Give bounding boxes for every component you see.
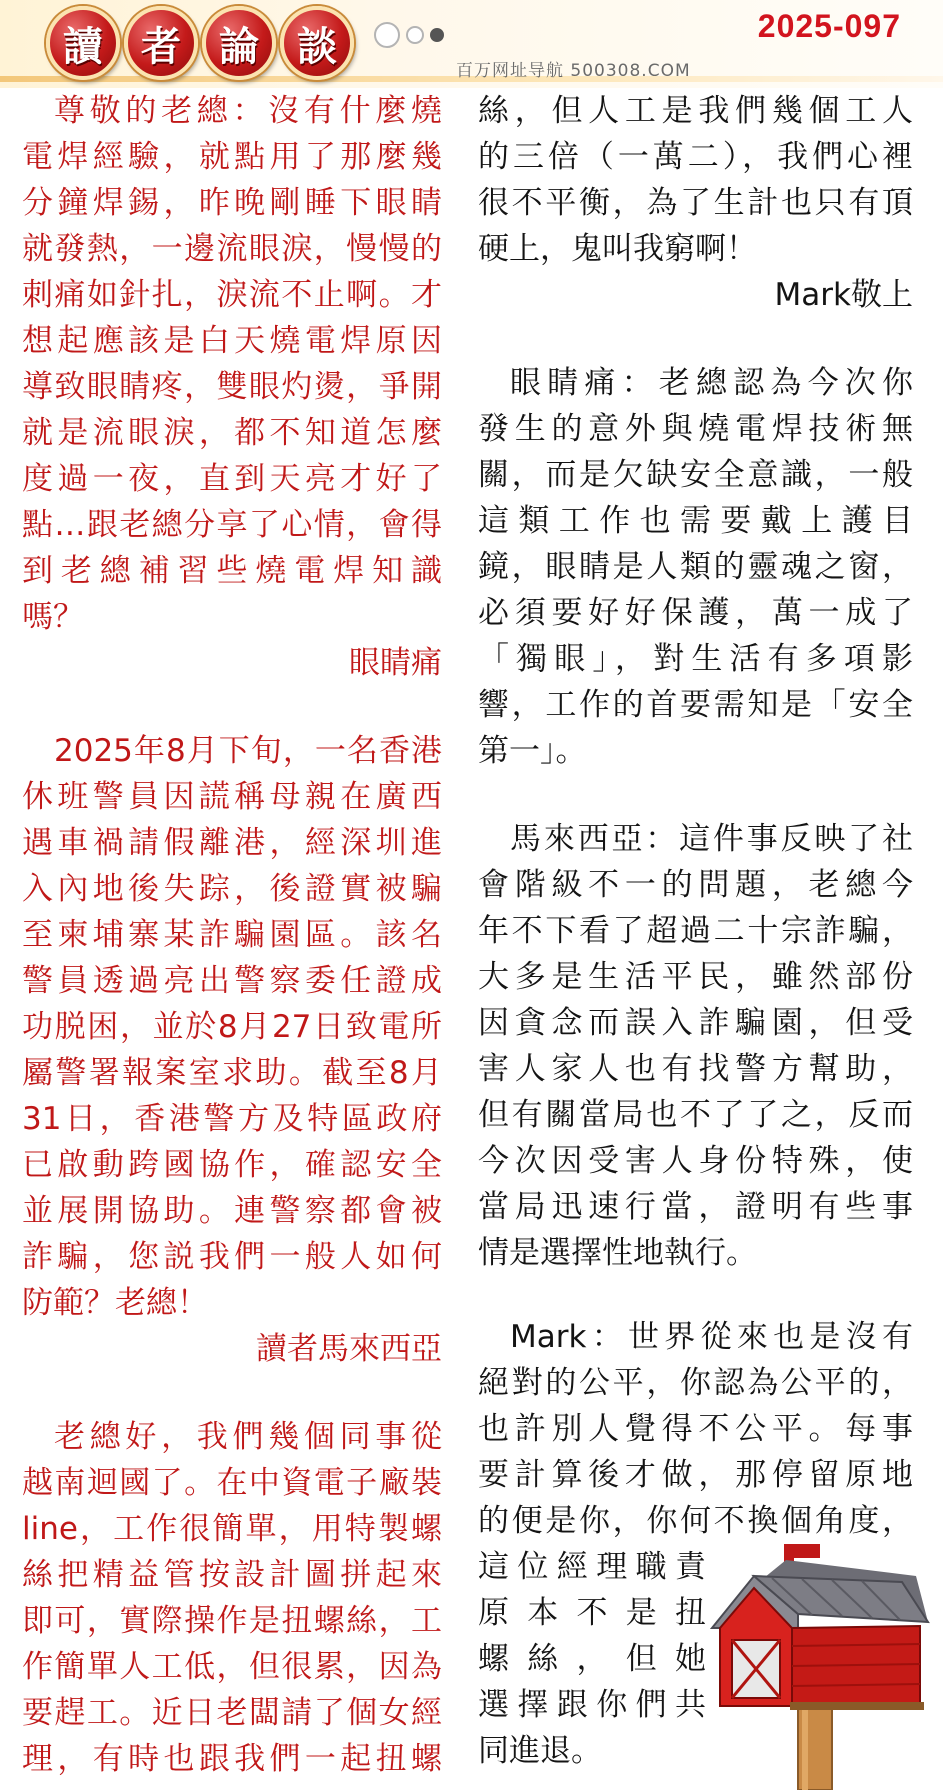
column-header: [0, 0, 943, 88]
paragraph-gap: [478, 1276, 913, 1314]
text-line: Mark：世界從來也是沒有: [510, 1319, 913, 1355]
text-line: 螺絲，但她: [478, 1641, 706, 1677]
text-line: 當局迅速行當，證明有些事: [478, 1189, 913, 1225]
text-line: 31日，香港警方及特區政府: [22, 1101, 442, 1137]
text-line: 警員透過亮出警察委任證成: [22, 963, 442, 999]
text-line: 休班警員因謊稱母親在廣西: [22, 779, 442, 815]
text-line: 越南迴國了。在中資電子廠裝: [22, 1465, 442, 1501]
editor-reply-2: [478, 816, 913, 1276]
text-line: 的三倍（一萬二），我們心裡: [478, 139, 913, 175]
text-line: 屬警署報案室求助。截至8月: [22, 1055, 442, 1091]
text-line: 選擇跟你們共: [478, 1687, 706, 1723]
text-line: 「獨眼」，對生活有多項影: [478, 641, 913, 677]
letter-signature: Mark敬上: [774, 277, 913, 313]
text-line: 馬來西亞：這件事反映了社: [510, 821, 913, 857]
text-line: 到老總補習些燒電焊知識: [22, 553, 442, 589]
text-line: 導致眼睛疼，雙眼灼燙，爭開: [22, 369, 442, 405]
text-line: 原本不是扭: [478, 1595, 706, 1631]
paragraph-gap: [22, 1372, 442, 1414]
text-line: 並展開協助。連警察都會被: [22, 1193, 442, 1229]
text-line: 度過一夜，直到天亮才好了: [22, 461, 442, 497]
text-line: 至柬埔寨某詐騙園區。該名: [22, 917, 442, 953]
reader-letter-3-continued: [478, 88, 913, 318]
text-line: 的便是你，你何不換個角度，: [478, 1503, 913, 1539]
letter-signature: 眼睛痛: [349, 645, 442, 681]
text-line: 關，而是欠缺安全意識，一般: [478, 457, 913, 493]
letter-signature: 讀者馬來西亞: [256, 1331, 442, 1367]
text-line: 第一」。: [478, 733, 587, 769]
title-badge: 論: [202, 6, 276, 80]
text-line: 要趕工。近日老闆請了個女經: [22, 1695, 442, 1731]
text-line: line，工作很簡單，用特製螺: [22, 1511, 442, 1547]
left-column: [22, 88, 442, 1782]
text-line: 2025年8月下旬，一名香港: [54, 733, 442, 769]
text-line: 發生的意外與燒電焊技術無: [478, 411, 913, 447]
text-line: 絲把精益管按設計圖拼起來: [22, 1557, 442, 1593]
text-line: 眼睛痛：老總認為今次你: [510, 365, 913, 401]
text-line: 害人家人也有找警方幫助，: [478, 1051, 913, 1087]
text-line: 尊敬的老總：沒有什麼燒: [54, 93, 442, 129]
text-line: 也許別人覺得不公平。每事: [478, 1411, 913, 1447]
text-line: 會階級不一的問題，老總今: [478, 867, 913, 903]
text-line: 因貪念而誤入詐騙園，但受: [478, 1005, 913, 1041]
text-line: 很不平衡，為了生計也只有頂: [478, 185, 913, 221]
text-line: 點…跟老總分享了心情，會得: [22, 507, 442, 543]
text-line: 老總好，我們幾個同事從: [54, 1419, 442, 1455]
title-badge: 談: [280, 6, 354, 80]
watermark: 百万网址导航 500308.COM: [456, 61, 691, 81]
text-line: 鏡，眼睛是人類的靈魂之窗，: [478, 549, 913, 585]
dot-icon: [430, 28, 444, 42]
text-line: 絕對的公平，你認為公平的，: [478, 1365, 913, 1401]
text-line: 這類工作也需要戴上護目: [478, 503, 913, 539]
text-line: 電焊經驗，就點用了那麼幾: [22, 139, 442, 175]
text-line: 絲，但人工是我們幾個工人: [478, 93, 913, 129]
mailbox-icon: [702, 1536, 934, 1790]
text-line: 同進退。: [478, 1733, 602, 1769]
text-line: 這位經理職責: [478, 1549, 706, 1585]
dot-icon: [374, 22, 400, 48]
decorative-dots: [374, 22, 444, 48]
text-line: 遇車禍請假離港，經深圳進: [22, 825, 442, 861]
text-line: 想起應該是白天燒電焊原因: [22, 323, 442, 359]
title-badge: 讀: [46, 6, 120, 80]
column-title: [46, 6, 354, 80]
text-line: 必須要好好保護，萬一成了: [478, 595, 913, 631]
paragraph-gap: [478, 318, 913, 360]
text-line: 入內地後失踪，後證實被騙: [22, 871, 442, 907]
text-line: 分鐘焊錫，昨晚剛睡下眼睛: [22, 185, 442, 221]
text-line: 大多是生活平民，雖然部份: [478, 959, 913, 995]
text-line: 嗎？: [22, 599, 84, 635]
text-line: 要計算後才做，那停留原地: [478, 1457, 913, 1493]
text-line: 作簡單人工低，但很累，因為: [22, 1649, 442, 1685]
right-column: [478, 88, 913, 1774]
paragraph-gap: [22, 686, 442, 728]
text-line: 理，有時也跟我們一起扭螺: [22, 1741, 442, 1777]
title-badge: 者: [124, 6, 198, 80]
text-line: 防範？老總！: [22, 1285, 208, 1321]
text-line: 今次因受害人身份特殊，使: [478, 1143, 913, 1179]
text-line: 就是流眼淚，都不知道怎麼: [22, 415, 442, 451]
text-line: 年不下看了超過二十宗詐騙，: [478, 913, 913, 949]
text-line: 詐騙，您説我們一般人如何: [22, 1239, 442, 1275]
text-line: 硬上，鬼叫我窮啊！: [478, 231, 757, 267]
text-line: 但有關當局也不了了之，反而: [478, 1097, 913, 1133]
dot-icon: [406, 26, 424, 44]
text-line: 情是選擇性地執行。: [478, 1235, 757, 1271]
text-line: 功脱困，並於8月27日致電所: [22, 1009, 442, 1045]
text-line: 響，工作的首要需知是「安全: [478, 687, 913, 723]
reader-letter-1: [22, 88, 442, 686]
text-line: 刺痛如針扎，淚流不止啊。才: [22, 277, 442, 313]
issue-code: 2025-097: [757, 8, 901, 44]
text-line: 已啟動跨國協作，確認安全: [22, 1147, 442, 1183]
text-line: 就發熱，一邊流眼淚，慢慢的: [22, 231, 442, 267]
paragraph-gap: [478, 774, 913, 816]
text-line: 即可，實際操作是扭螺絲，工: [22, 1603, 442, 1639]
reader-letter-3: [22, 1414, 442, 1782]
reader-letter-2: [22, 728, 442, 1372]
editor-reply-1: [478, 360, 913, 774]
